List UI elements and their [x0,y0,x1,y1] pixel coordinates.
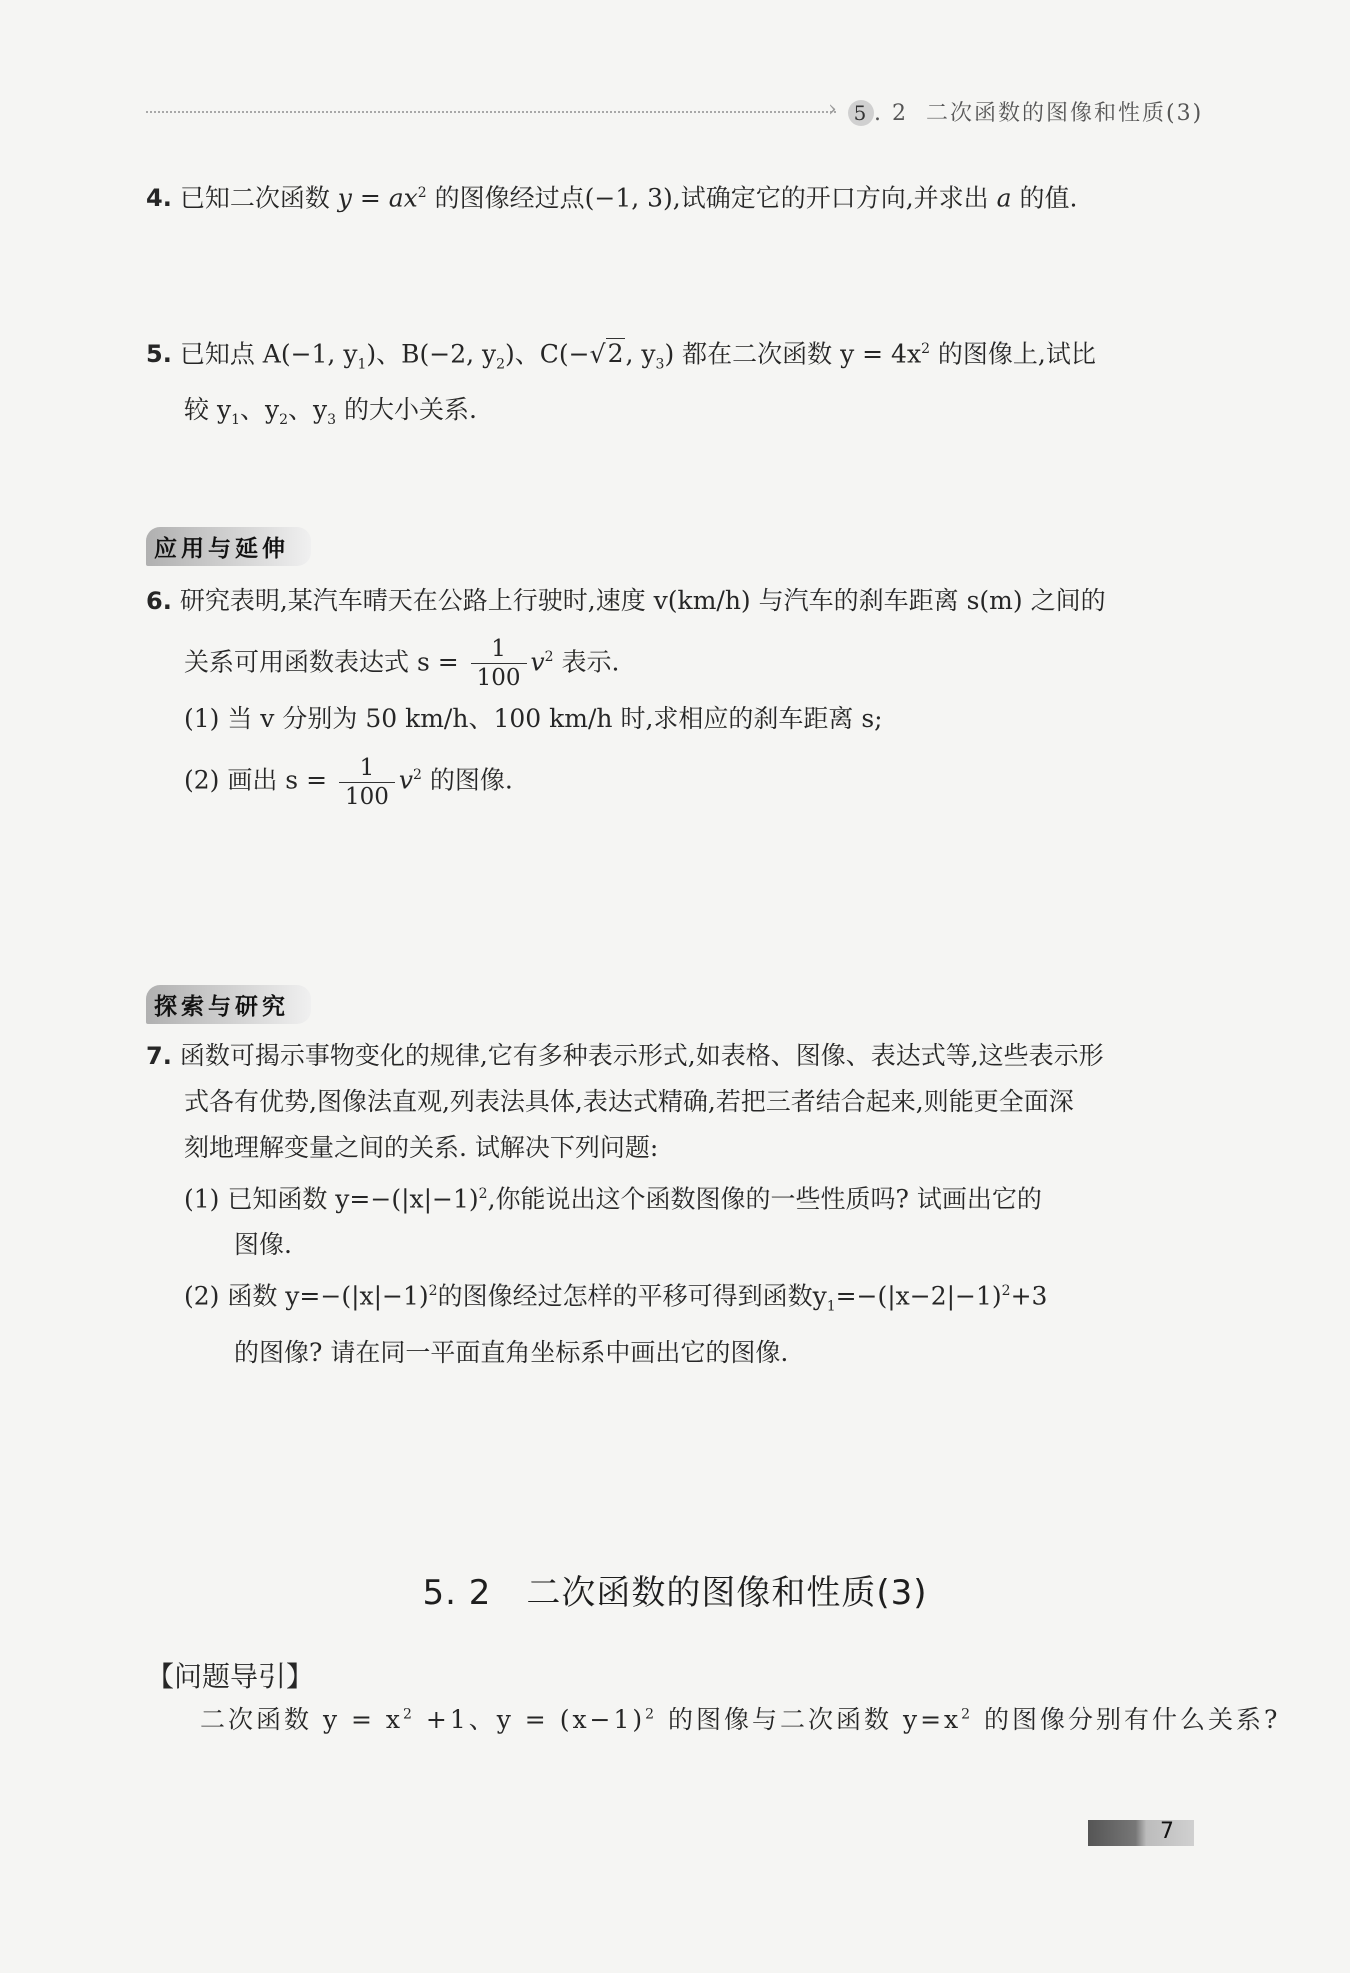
section-heading: 5. 2 二次函数的图像和性质(3) [422,1573,928,1613]
guide-text: 的图像分别有什么关系? [973,1705,1281,1734]
exponent: 2 [428,1283,438,1300]
page-number: 7 [1160,1819,1174,1844]
sqrt-argument: 2 [607,339,624,369]
subscript: 3 [327,412,337,429]
q7-sub-1: (1) 已知函数 y=−(|x|−1) [184,1184,479,1214]
q5-text: ) 都在二次函数 y = 4x [664,339,922,369]
q5-text: 的大小关系. [336,395,477,425]
q5-text: 已知点 A(−1, y [179,339,358,369]
q4-expression: y = ax [337,183,418,213]
guide-text: 的图像与二次函数 y=x [657,1705,962,1734]
exponent: 2 [1001,1283,1011,1300]
q7-sub-1-continued: 图像. [234,1230,292,1260]
q4-text: 已知二次函数 [179,183,338,213]
exponent: 2 [921,341,930,357]
q4-text-3: 的值. [1011,183,1078,213]
guide-label: 【问题导引】 [146,1660,315,1693]
exponent: 2 [645,1706,658,1723]
question-7 [146,1033,1104,1376]
q6-line-2-end: 表示. [553,647,620,677]
q6-line-2: 关系可用函数表达式 s = [184,647,467,677]
question-number: 7. [146,1042,172,1070]
section-tag-apply: 应用与延伸 [146,527,311,566]
q6-sub-2: (2) 画出 s = [184,765,335,795]
chapter-number-circle: 5 [848,100,874,126]
q7-sub-2-text: +3 [1010,1281,1048,1311]
subscript: 1 [826,1298,836,1315]
q6-line-1: 研究表明,某汽车晴天在公路上行驶时,速度 v(km/h) 与汽车的刹车距离 s(m) 之间的 [179,586,1106,615]
subscript: 1 [357,356,367,373]
q5-text: 、y [240,395,280,425]
page-number-bar [1088,1820,1194,1846]
question-6 [146,578,1106,811]
fraction [339,754,395,811]
header-title: 二次函数的图像和性质(3) [925,101,1204,126]
running-header [848,96,1203,127]
header-dotted-line [146,111,836,113]
q5-text: )、C(− [505,339,590,369]
q7-sub-2-continued: 的图像? 请在同一平面直角坐标系中画出它的图像. [234,1337,789,1367]
q5-text: 、y [288,395,328,425]
chapter-number-rest: . 2 [874,101,908,126]
q5-text: , y [625,339,656,369]
question-number: 6. [146,587,172,615]
q4-variable: a [996,183,1012,213]
question-number: 5. [146,340,172,369]
q7-line-2: 式各有优势,图像法直观,列表法具体,表达式精确,若把三者结合起来,则能更全面深 [184,1087,1074,1116]
q7-sub-2: (2) 函数 y=−(|x|−1) [184,1281,429,1311]
exponent: 2 [403,1706,415,1723]
guide-question [200,1700,1280,1736]
fraction [471,635,527,692]
q6-variable: v [530,647,545,677]
sqrt-symbol: √ [589,339,606,369]
fraction-denominator: 100 [476,665,521,692]
exponent: 2 [417,185,427,201]
subscript: 2 [496,356,506,373]
q4-text-2: 的图像经过点(−1, 3),试确定它的开口方向,并求出 [426,183,997,213]
guide-text: 二次函数 y = x [200,1705,404,1734]
q5-text: 较 y [184,395,232,425]
q7-line-1: 函数可揭示事物变化的规律,它有多种表示形式,如表格、图像、表达式等,这些表示形 [179,1041,1104,1070]
q6-sub-2-end: 的图像. [421,765,513,795]
guide-text: +1、y = (x−1) [414,1705,646,1734]
q7-line-3: 刻地理解变量之间的关系. 试解决下列问题: [184,1133,659,1162]
header-arrow-icon: › [828,97,837,122]
q6-sub-1: (1) 当 v 分别为 50 km/h、100 km/h 时,求相应的刹车距离 s; [184,704,883,734]
exponent: 2 [961,1706,974,1723]
exponent: 2 [544,649,554,665]
fraction-denominator: 100 [344,783,389,810]
q7-sub-2-text: =−(|x−2|−1) [835,1281,1002,1311]
question-number: 4. [146,184,172,213]
exponent: 2 [413,767,422,784]
question-4 [146,170,1077,221]
exponent: 2 [478,1186,488,1202]
subscript: 2 [279,412,289,429]
section-tag-explore: 探索与研究 [146,985,311,1024]
subscript: 3 [655,356,665,373]
q5-text: )、B(−2, y [366,339,497,369]
fraction-numerator: 1 [339,754,395,783]
q7-sub-1-rest: ,你能说出这个函数图像的一些性质吗? 试画出它的 [487,1184,1042,1214]
fraction-numerator: 1 [471,635,527,664]
q7-sub-2-text: 的图像经过怎样的平移可得到函数y [437,1281,827,1311]
q5-text: 的图像上,试比 [929,339,1096,369]
subscript: 1 [231,412,240,429]
question-5 [146,326,1096,443]
q6-variable: v [398,765,414,795]
